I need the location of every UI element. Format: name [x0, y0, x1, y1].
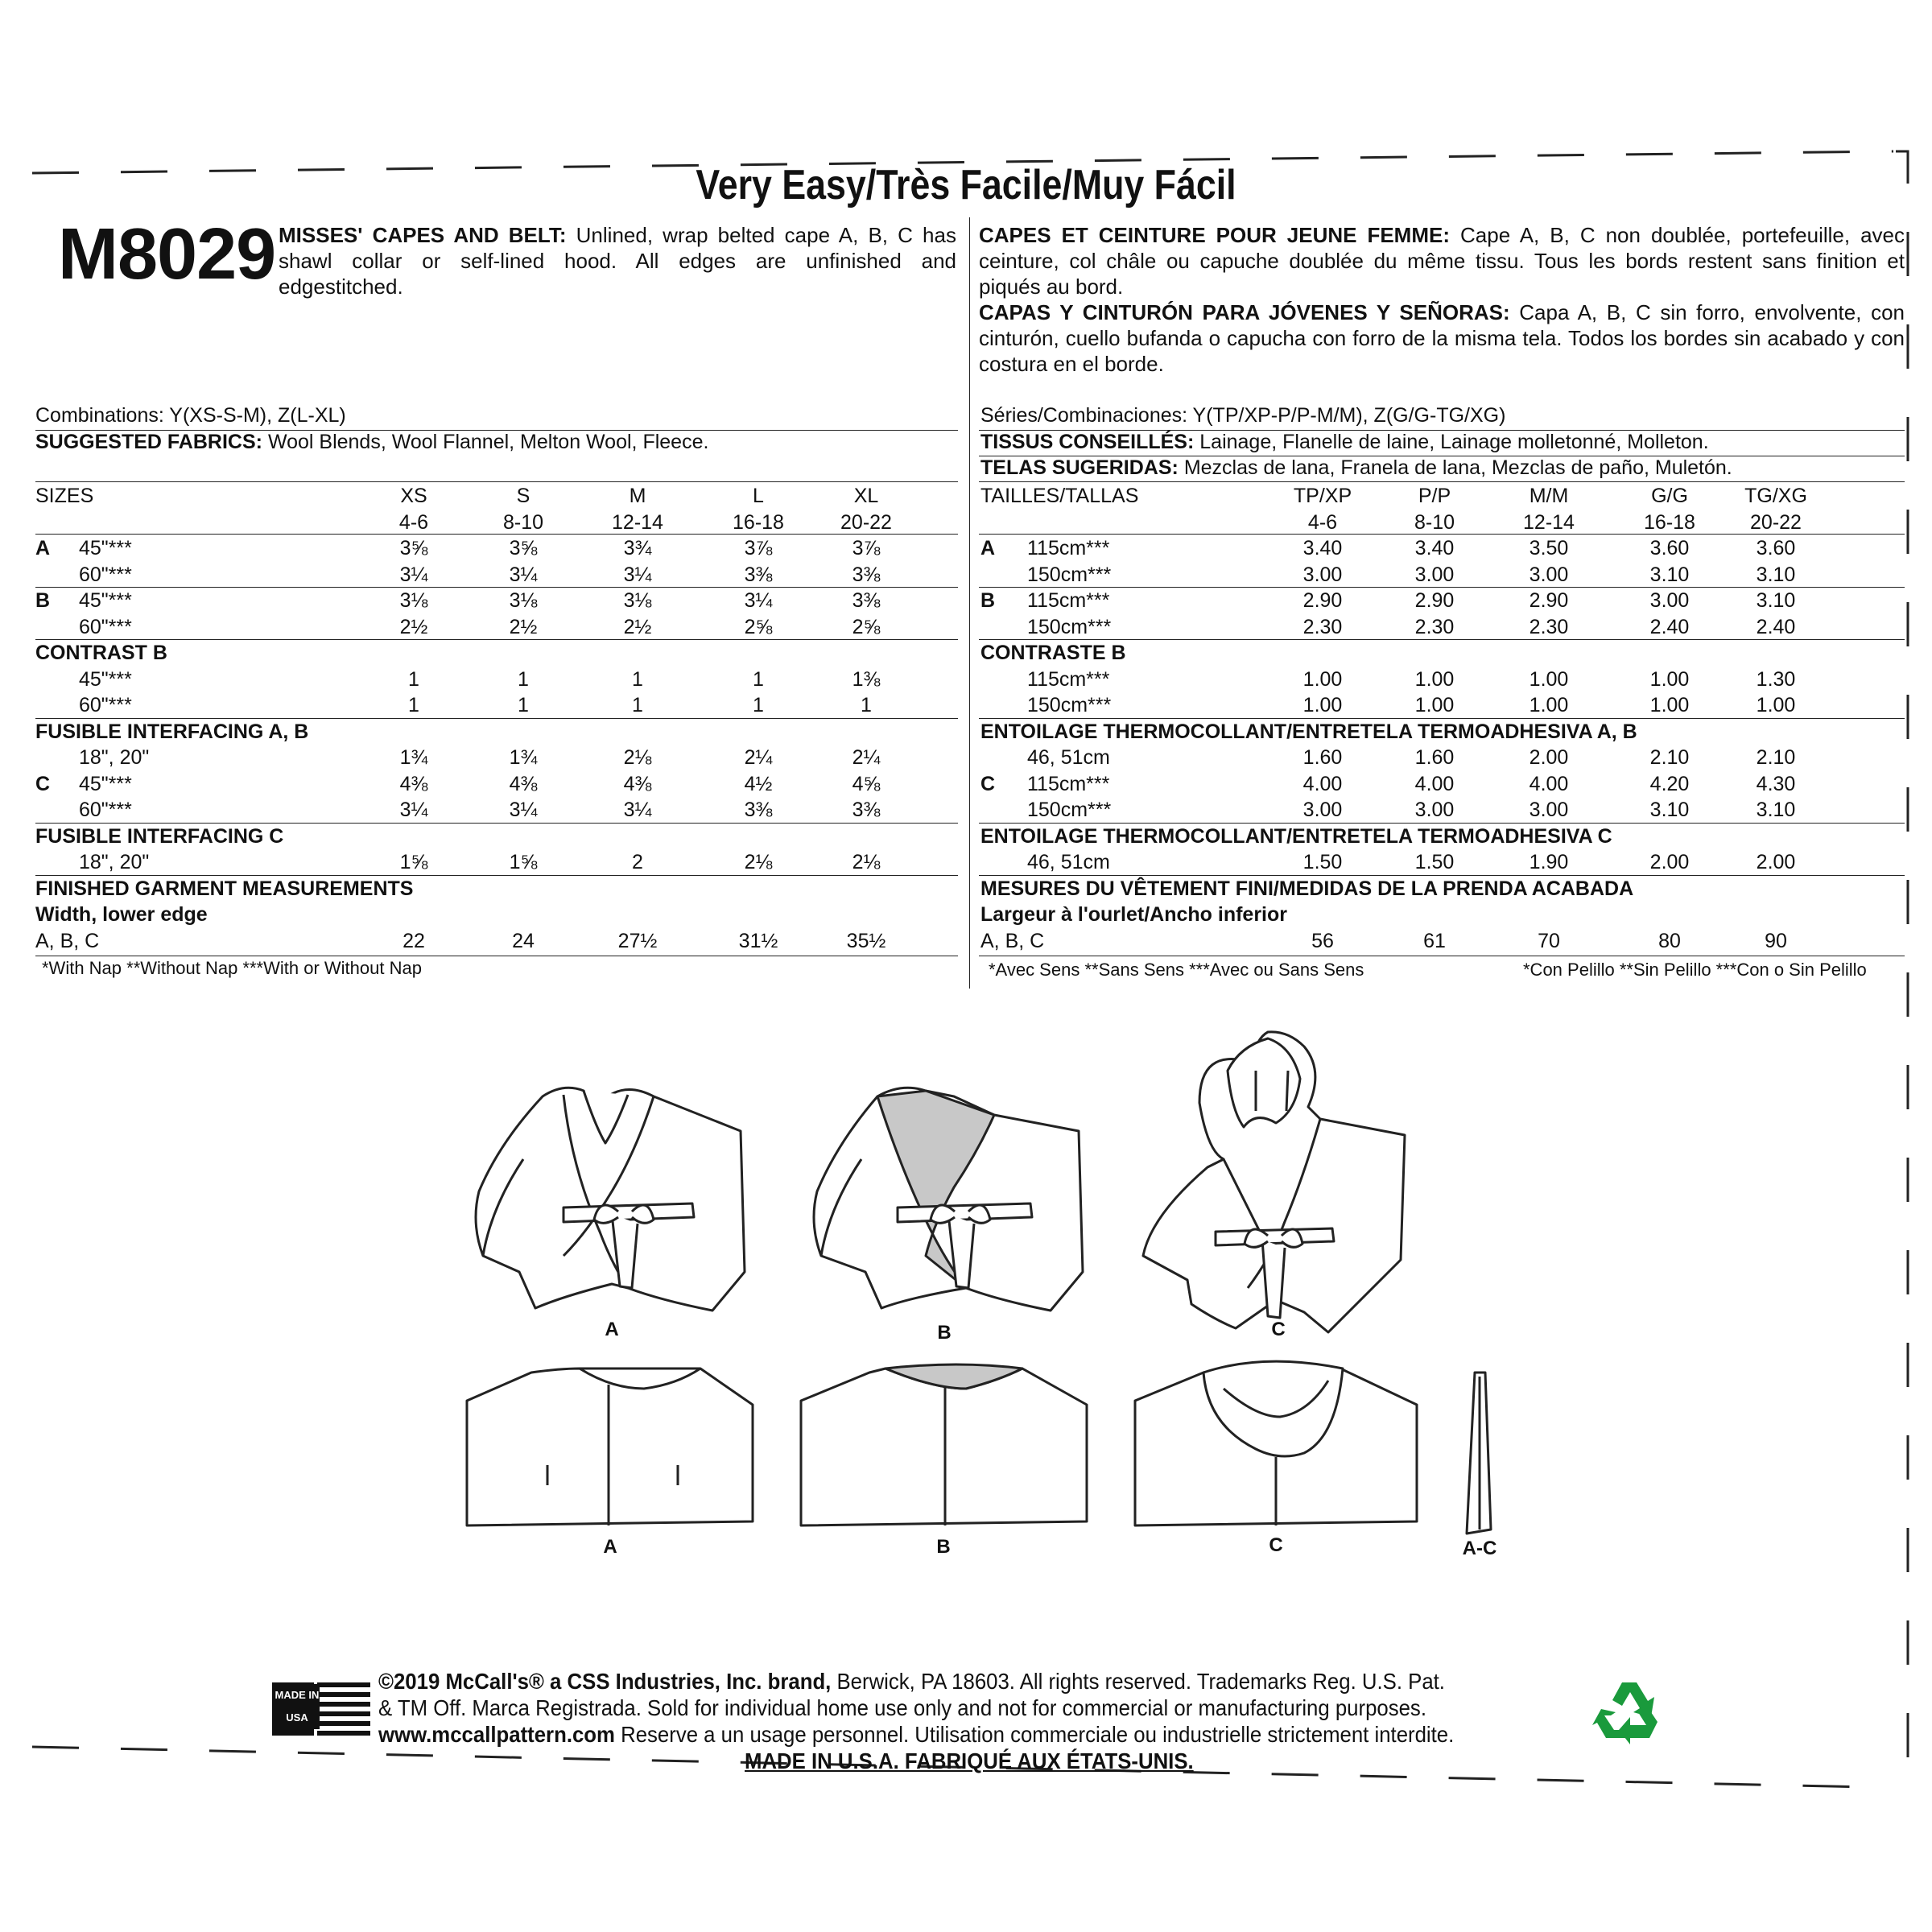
metric-size-4: TG/XG — [1744, 485, 1807, 507]
metric-value-0: 56 — [1311, 929, 1334, 952]
metric-range-1: 8-10 — [1414, 510, 1455, 534]
metric-value-4: 1.30 — [1756, 667, 1796, 691]
imperial-range-3: 16-18 — [733, 510, 784, 534]
metric-fabric-width: 46, 51cm — [1027, 851, 1110, 873]
imperial-view-code: C — [35, 772, 51, 795]
metric-value-1: 1.50 — [1414, 851, 1455, 873]
imperial-size-0: XS — [400, 485, 427, 507]
metric-value-1: 61 — [1423, 929, 1446, 952]
imperial-section-title: FUSIBLE INTERFACING C — [35, 824, 284, 848]
back-view-c-drawing — [1135, 1361, 1417, 1525]
imperial-value-3: 3⅜ — [744, 563, 773, 586]
copyright-line-3 — [378, 1721, 1454, 1748]
metric-view-code: A, B, C — [980, 929, 1045, 952]
imperial-value-3: 1 — [753, 694, 764, 716]
imperial-value-1: 1⅝ — [509, 851, 538, 873]
belt-drawing — [1467, 1373, 1491, 1534]
metric-section-title: MESURES DU VÊTEMENT FINI/MEDIDAS DE LA PRENDA ACABADA — [980, 877, 1634, 900]
metric-size-3: G/G — [1651, 485, 1688, 507]
metric-value-0: 3.40 — [1302, 537, 1343, 559]
imperial-value-0: 22 — [402, 929, 425, 952]
copyright-brand: ©2019 McCall's® a CSS Industries, Inc. brand, — [378, 1669, 832, 1694]
metric-value-3: 1.00 — [1649, 667, 1690, 691]
imperial-value-2: 1 — [632, 667, 643, 691]
imperial-value-4: 3⅜ — [852, 563, 881, 586]
imperial-value-1: 1 — [518, 667, 529, 691]
imperial-size-1: S — [516, 485, 530, 507]
imperial-view-code: B — [35, 589, 51, 612]
metric-value-3: 4.20 — [1649, 772, 1690, 795]
metric-range-4: 20-22 — [1750, 510, 1802, 534]
imperial-value-1: 3¼ — [509, 799, 538, 821]
imperial-value-1: 3¼ — [509, 563, 538, 586]
imperial-fabric-width: 45"*** — [79, 667, 132, 691]
view-label-front-b: B — [937, 1322, 952, 1344]
imperial-value-1: 3⅛ — [509, 589, 538, 612]
fabrics-french-text: Lainage, Flanelle de laine, Lainage molletonné, Molleton. — [1199, 431, 1709, 453]
imperial-value-3: 31½ — [738, 929, 778, 952]
imperial-fabric-width: 18", 20" — [79, 746, 150, 769]
imperial-value-3: 2⅛ — [744, 851, 773, 873]
imperial-value-4: 2⅛ — [852, 851, 881, 873]
metric-value-4: 4.30 — [1756, 772, 1796, 795]
metric-value-0: 1.00 — [1302, 694, 1343, 716]
imperial-size-4: XL — [853, 485, 879, 507]
metric-value-0: 3.00 — [1302, 563, 1343, 586]
imperial-value-3: 3¼ — [744, 589, 773, 612]
description-english-lead: MISSES' CAPES AND BELT: — [279, 223, 567, 247]
metric-value-4: 3.10 — [1756, 799, 1796, 821]
fabrics-english-text: Wool Blends, Wool Flannel, Melton Wool, Fleece. — [267, 431, 709, 453]
pattern-number: M8029 — [58, 214, 276, 295]
imperial-value-0: 3⅝ — [399, 537, 428, 559]
imperial-value-0: 1¾ — [399, 746, 428, 769]
imperial-fabric-width: 60"*** — [79, 799, 132, 821]
front-view-a-drawing — [476, 1088, 745, 1311]
imperial-value-3: 1 — [753, 667, 764, 691]
imperial-value-0: 3⅛ — [399, 589, 428, 612]
imperial-fabric-width: 45"*** — [79, 589, 132, 612]
metric-fabric-width: 150cm*** — [1027, 563, 1112, 586]
imperial-value-3: 2¼ — [744, 746, 773, 769]
imperial-value-4: 3⅜ — [852, 589, 881, 612]
imperial-range-4: 20-22 — [840, 510, 892, 534]
metric-value-0: 1.50 — [1302, 851, 1343, 873]
metric-value-3: 2.10 — [1649, 746, 1690, 769]
imperial-fabric-width: 60"*** — [79, 563, 132, 586]
metric-value-3: 2.00 — [1649, 851, 1690, 873]
front-view-b-drawing — [814, 1088, 1083, 1311]
imperial-value-0: 3¼ — [399, 563, 428, 586]
imperial-size-3: L — [753, 485, 764, 507]
description-spanish-text: Capa A, B, C sin forro, envolvente, con cinturón, cuello bufanda o capucha con forro de la misma tela. Todos los bordes sin acabado y con costura en el borde. — [979, 300, 1905, 376]
metric-value-4: 2.00 — [1756, 851, 1796, 873]
imperial-value-2: 3¾ — [623, 537, 652, 559]
imperial-value-2: 2½ — [623, 615, 652, 638]
metric-value-4: 2.40 — [1756, 615, 1796, 638]
nap-note-spanish: *Con Pelillo **Sin Pelillo ***Con o Sin Pelillo — [1523, 960, 1867, 980]
metric-size-label: TAILLES/TALLAS — [980, 485, 1139, 507]
metric-value-1: 4.00 — [1414, 772, 1455, 795]
imperial-size-2: M — [629, 485, 646, 507]
metric-value-1: 3.00 — [1414, 799, 1455, 821]
usage-notice-french: Reserve a un usage personnel. Utilisation commerciale ou industrielle strictement interdite. — [621, 1722, 1455, 1747]
metric-value-1: 2.90 — [1414, 589, 1455, 612]
imperial-section-title: FINISHED GARMENT MEASUREMENTS — [35, 877, 414, 900]
metric-range-3: 16-18 — [1644, 510, 1695, 534]
metric-value-3: 3.10 — [1649, 563, 1690, 586]
metric-fabric-width: 150cm*** — [1027, 799, 1112, 821]
metric-fabric-width: 115cm*** — [1027, 772, 1110, 795]
imperial-value-0: 2½ — [399, 615, 428, 638]
imperial-value-2: 3¼ — [623, 563, 652, 586]
description-french-lead: CAPES ET CEINTURE POUR JEUNE FEMME: — [979, 223, 1450, 247]
metric-value-4: 3.60 — [1756, 537, 1796, 559]
view-label-front-a: A — [605, 1319, 619, 1340]
metric-value-3: 80 — [1658, 929, 1681, 952]
imperial-value-4: 1⅜ — [852, 667, 881, 691]
metric-value-1: 1.60 — [1414, 746, 1455, 769]
metric-value-0: 3.00 — [1302, 799, 1343, 821]
nap-note-english: *With Nap **Without Nap ***With or Without Nap — [42, 958, 422, 978]
view-label-belt: A-C — [1462, 1538, 1497, 1559]
metric-section-title: ENTOILAGE THERMOCOLLANT/ENTRETELA TERMOADHESIVA C — [980, 824, 1612, 848]
fabrics-spanish-lead: TELAS SUGERIDAS: — [980, 456, 1179, 479]
imperial-value-4: 4⅝ — [852, 772, 881, 795]
imperial-value-4: 35½ — [846, 929, 886, 952]
metric-value-0: 1.00 — [1302, 667, 1343, 691]
imperial-section-title: FUSIBLE INTERFACING A, B — [35, 720, 309, 743]
metric-value-1: 2.30 — [1414, 615, 1455, 638]
nap-note-french: *Avec Sens **Sans Sens ***Avec ou Sans Sens — [989, 960, 1364, 980]
imperial-fabric-width: 45"*** — [79, 772, 132, 795]
metric-fabric-width: 46, 51cm — [1027, 746, 1110, 769]
metric-fabric-width: 150cm*** — [1027, 694, 1112, 716]
imperial-section-title: Width, lower edge — [35, 903, 208, 926]
metric-view-code: C — [980, 772, 996, 795]
fabrics-french-lead: TISSUS CONSEILLÉS: — [980, 431, 1195, 453]
metric-size-2: M/M — [1529, 485, 1569, 507]
front-view-c-drawing — [1143, 1032, 1405, 1332]
imperial-value-1: 3⅝ — [509, 537, 538, 559]
metric-value-2: 1.00 — [1529, 667, 1569, 691]
imperial-size-label: SIZES — [35, 485, 94, 507]
metric-value-2: 3.50 — [1529, 537, 1569, 559]
imperial-value-2: 2 — [632, 851, 643, 873]
copyright-line-2: & TM Off. Marca Registrada. Sold for individual home use only and not for commercial or manufacturing purposes. — [378, 1695, 1426, 1720]
metric-value-3: 1.00 — [1649, 694, 1690, 716]
metric-value-3: 3.10 — [1649, 799, 1690, 821]
imperial-value-0: 1⅝ — [399, 851, 428, 873]
view-label-back-c: C — [1269, 1534, 1283, 1556]
metric-value-0: 1.60 — [1302, 746, 1343, 769]
imperial-value-3: 4½ — [744, 772, 773, 795]
metric-value-0: 2.30 — [1302, 615, 1343, 638]
metric-fabric-width: 115cm*** — [1027, 667, 1110, 691]
imperial-range-1: 8-10 — [502, 510, 544, 534]
imperial-fabric-width: 18", 20" — [79, 851, 150, 873]
imperial-value-1: 1 — [518, 694, 529, 716]
imperial-value-3: 2⅝ — [744, 615, 773, 638]
metric-value-2: 3.00 — [1529, 799, 1569, 821]
imperial-value-3: 3⅞ — [744, 537, 773, 559]
imperial-value-4: 3⅞ — [852, 537, 881, 559]
imperial-value-0: 4⅜ — [399, 772, 428, 795]
made-in-usa-badge — [272, 1682, 370, 1736]
imperial-value-2: 3¼ — [623, 799, 652, 821]
metric-value-3: 3.60 — [1649, 537, 1690, 559]
description-english-text: Unlined, wrap belted cape A, B, C has shawl collar or self-lined hood. All edges are unfinished and edgestitched. — [279, 223, 956, 299]
metric-value-3: 3.00 — [1649, 589, 1690, 612]
metric-value-2: 1.90 — [1529, 851, 1569, 873]
recycle-icon — [1590, 1678, 1662, 1747]
imperial-value-1: 24 — [512, 929, 535, 952]
imperial-value-4: 3⅜ — [852, 799, 881, 821]
imperial-value-2: 3⅛ — [623, 589, 652, 612]
metric-range-2: 12-14 — [1523, 510, 1575, 534]
imperial-value-4: 2⅝ — [852, 615, 881, 638]
metric-fabric-width: 115cm*** — [1027, 589, 1110, 612]
metric-value-2: 2.30 — [1529, 615, 1569, 638]
view-label-front-c: C — [1271, 1319, 1286, 1340]
imperial-value-1: 2½ — [509, 615, 538, 638]
imperial-value-0: 3¼ — [399, 799, 428, 821]
imperial-value-3: 3⅜ — [744, 799, 773, 821]
imperial-fabric-width: 60"*** — [79, 615, 132, 638]
metric-value-1: 1.00 — [1414, 694, 1455, 716]
page-title: Very Easy/Très Facile/Muy Fácil — [696, 162, 1236, 208]
combinations-english: Combinations: Y(XS-S-M), Z(L-XL) — [35, 404, 346, 427]
made-in-usa-line: MADE IN U.S.A. FABRIQUÉ AUX ÉTATS-UNIS. — [745, 1748, 1194, 1773]
metric-value-1: 1.00 — [1414, 667, 1455, 691]
metric-value-4: 3.10 — [1756, 563, 1796, 586]
view-label-back-a: A — [603, 1536, 617, 1558]
imperial-value-4: 2¼ — [852, 746, 881, 769]
view-label-back-b: B — [936, 1536, 951, 1558]
metric-value-3: 2.40 — [1649, 615, 1690, 638]
imperial-value-4: 1 — [861, 694, 872, 716]
metric-value-2: 2.00 — [1529, 746, 1569, 769]
metric-fabric-width: 150cm*** — [1027, 615, 1112, 638]
imperial-view-code: A, B, C — [35, 929, 100, 952]
imperial-value-1: 1¾ — [509, 746, 538, 769]
website-link[interactable]: www.mccallpattern.com — [378, 1722, 615, 1747]
metric-size-1: P/P — [1418, 485, 1451, 507]
imperial-fabric-width: 60"*** — [79, 694, 132, 716]
imperial-value-2: 1 — [632, 694, 643, 716]
imperial-value-0: 1 — [408, 694, 419, 716]
metric-value-4: 90 — [1765, 929, 1787, 952]
metric-value-2: 2.90 — [1529, 589, 1569, 612]
metric-value-0: 4.00 — [1302, 772, 1343, 795]
imperial-value-2: 4⅜ — [623, 772, 652, 795]
imperial-range-2: 12-14 — [612, 510, 663, 534]
metric-value-2: 70 — [1538, 929, 1560, 952]
copyright-line-1 — [378, 1668, 1445, 1695]
back-view-a-drawing — [467, 1368, 753, 1525]
imperial-fabric-width: 45"*** — [79, 537, 132, 559]
metric-view-code: B — [980, 589, 996, 612]
imperial-value-2: 2⅛ — [623, 746, 652, 769]
metric-value-4: 1.00 — [1756, 694, 1796, 716]
back-view-b-drawing — [801, 1364, 1087, 1525]
metric-section-title: Largeur à l'ourlet/Ancho inferior — [980, 903, 1287, 926]
metric-section-title: CONTRASTE B — [980, 642, 1126, 664]
metric-value-2: 1.00 — [1529, 694, 1569, 716]
metric-value-2: 4.00 — [1529, 772, 1569, 795]
metric-value-1: 3.00 — [1414, 563, 1455, 586]
metric-size-0: TP/XP — [1293, 485, 1352, 507]
metric-range-0: 4-6 — [1307, 510, 1338, 534]
metric-value-4: 3.10 — [1756, 589, 1796, 612]
metric-value-1: 3.40 — [1414, 537, 1455, 559]
metric-section-title: ENTOILAGE THERMOCOLLANT/ENTRETELA TERMOADHESIVA A, B — [980, 720, 1637, 743]
imperial-value-0: 1 — [408, 667, 419, 691]
description-spanish-lead: CAPAS Y CINTURÓN PARA JÓVENES Y SEÑORAS: — [979, 300, 1510, 324]
imperial-range-0: 4-6 — [398, 510, 429, 534]
metric-view-code: A — [980, 537, 996, 559]
made-in-usa-text: MADE IN USA — [275, 1684, 320, 1729]
imperial-value-2: 27½ — [617, 929, 658, 952]
copyright-address: Berwick, PA 18603. All rights reserved. Trademarks Reg. U.S. Pat. — [836, 1669, 1445, 1694]
fabrics-english-lead: SUGGESTED FABRICS: — [35, 431, 262, 453]
imperial-value-1: 4⅜ — [509, 772, 538, 795]
fabrics-spanish-text: Mezclas de lana, Franela de lana, Mezclas de paño, Muletón. — [1183, 456, 1732, 479]
description-french-text: Cape A, B, C non doublée, portefeuille, avec ceinture, col châle ou capuche doublée du même tissu. Tous les bords restent sans finition et piqués au bord. — [979, 223, 1905, 299]
imperial-view-code: A — [35, 537, 51, 559]
combinations-french: Séries/Combinaciones: Y(TP/XP-P/P-M/M), Z(G/G-TG/XG) — [980, 404, 1506, 427]
metric-value-0: 2.90 — [1302, 589, 1343, 612]
imperial-section-title: CONTRAST B — [35, 642, 167, 664]
metric-value-2: 3.00 — [1529, 563, 1569, 586]
metric-fabric-width: 115cm*** — [1027, 537, 1110, 559]
metric-value-4: 2.10 — [1756, 746, 1796, 769]
